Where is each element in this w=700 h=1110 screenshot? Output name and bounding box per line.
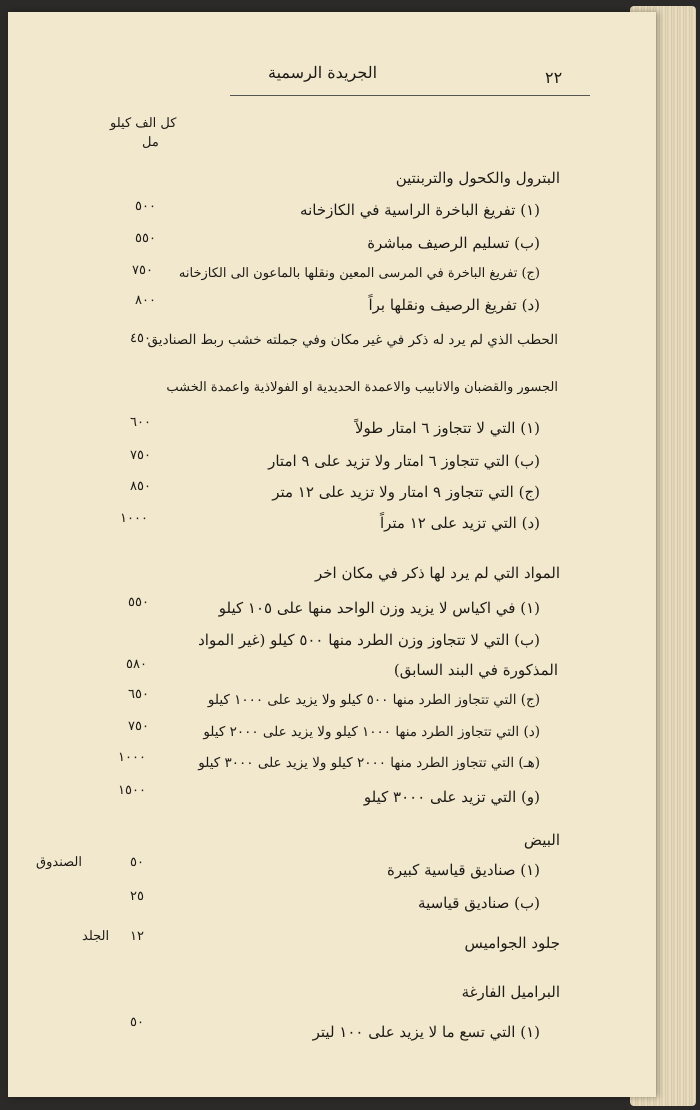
section-heading: المواد التي لم يرد لها ذكر في مكان اخر (314, 564, 560, 582)
list-item-value: ٦٥٠ (128, 687, 149, 702)
list-item: (و) التي تزيد على ٣٠٠٠ كيلو (363, 788, 540, 806)
list-item: (ب) التي لا تتجاوز وزن الطرد منها ٥٠٠ كيلو (غير المواد (198, 631, 540, 649)
list-item-unit: الجلد (82, 929, 110, 944)
list-item-value: ٨٠٠ (135, 293, 156, 308)
list-item-value: ١٢ (130, 929, 144, 944)
section-heading: البيض (523, 831, 560, 849)
list-item: (ج) تفريغ الباخرة في المرسى المعين ونقلها بالماعون الى الكازخانه (178, 266, 540, 281)
section-heading: الحطب الذي لم يرد له ذكر في غير مكان وفي جملته خشب ربط الصناديق (147, 332, 558, 348)
section-heading: البراميل الفارغة (461, 983, 560, 1001)
list-item-value: ٥٠ (130, 855, 144, 870)
section-heading: جلود الجواميس (464, 934, 560, 952)
page-title: الجريدة الرسمية (268, 63, 378, 82)
list-item: (١) التي لا تتجاوز ٦ امتار طولاً (355, 419, 540, 437)
list-item: (د) التي تتجاوز الطرد منها ١٠٠٠ كيلو ولا يزيد على ٢٠٠٠ كيلو (203, 724, 540, 740)
list-item-value: ١٠٠٠ (118, 750, 146, 765)
list-item: (ب) التي تتجاوز ٦ امتار ولا تزيد على ٩ امتار (268, 452, 540, 470)
list-item: (١) صناديق قياسية كبيرة (386, 861, 540, 879)
list-item-value: ٤٥٠ (130, 331, 151, 346)
list-item-value: ٧٥٠ (128, 719, 149, 734)
list-item-value: ٥٥٠ (128, 595, 149, 610)
list-item-value: ٨٥٠ (130, 479, 151, 494)
list-item-value: ٦٠٠ (130, 415, 151, 430)
list-item-value: ٥٠ (130, 1015, 144, 1030)
unit-label-sub: مل (142, 135, 159, 150)
list-item: (د) التي تزيد على ١٢ متراً (379, 514, 540, 532)
list-item: المذكورة في البند السابق) (393, 661, 558, 679)
list-item: (هـ) التي تتجاوز الطرد منها ٢٠٠٠ كيلو ولا يزيد على ٣٠٠٠ كيلو (198, 755, 540, 771)
header-rule (230, 95, 590, 96)
list-item-value: ٥٨٠ (126, 657, 147, 672)
unit-label: كل الف كيلو (110, 116, 177, 131)
list-item: (١) في اكياس لا يزيد وزن الواحد منها على ١٠٥ كيلو (218, 599, 540, 617)
list-item-value: ١٥٠٠ (118, 783, 146, 798)
list-item: (د) تفريغ الرصيف ونقلها براً (368, 296, 540, 314)
list-item-value: ٥٠٠ (135, 199, 156, 214)
list-item: (١) التي تسع ما لا يزيد على ١٠٠ ليتر (312, 1023, 540, 1041)
list-item-value: ١٠٠٠ (120, 511, 148, 526)
list-item-unit: الصندوق (36, 855, 82, 870)
list-item: (ج) التي تتجاوز الطرد منها ٥٠٠ كيلو ولا يزيد على ١٠٠٠ كيلو (207, 692, 540, 708)
list-item: (ب) صناديق قياسية (418, 894, 540, 912)
list-item-value: ٧٥٠ (130, 448, 151, 463)
list-item: (١) تفريغ الباخرة الراسية في الكازخانه (300, 201, 540, 219)
list-item-value: ٥٥٠ (135, 231, 156, 246)
list-item: (ج) التي تتجاوز ٩ امتار ولا تزيد على ١٢ متر (272, 483, 540, 501)
page-number: ٢٢ (545, 68, 563, 87)
list-item: (ب) تسليم الرصيف مباشرة (367, 234, 540, 252)
list-item-value: ٧٥٠ (132, 263, 153, 278)
section-heading: الجسور والقضبان والانابيب والاعمدة الحديدية او الفولاذية واعمدة الخشب (166, 380, 558, 395)
section-heading: البترول والكحول والتربنتين (395, 169, 560, 187)
list-item-value: ٢٥ (130, 889, 144, 904)
